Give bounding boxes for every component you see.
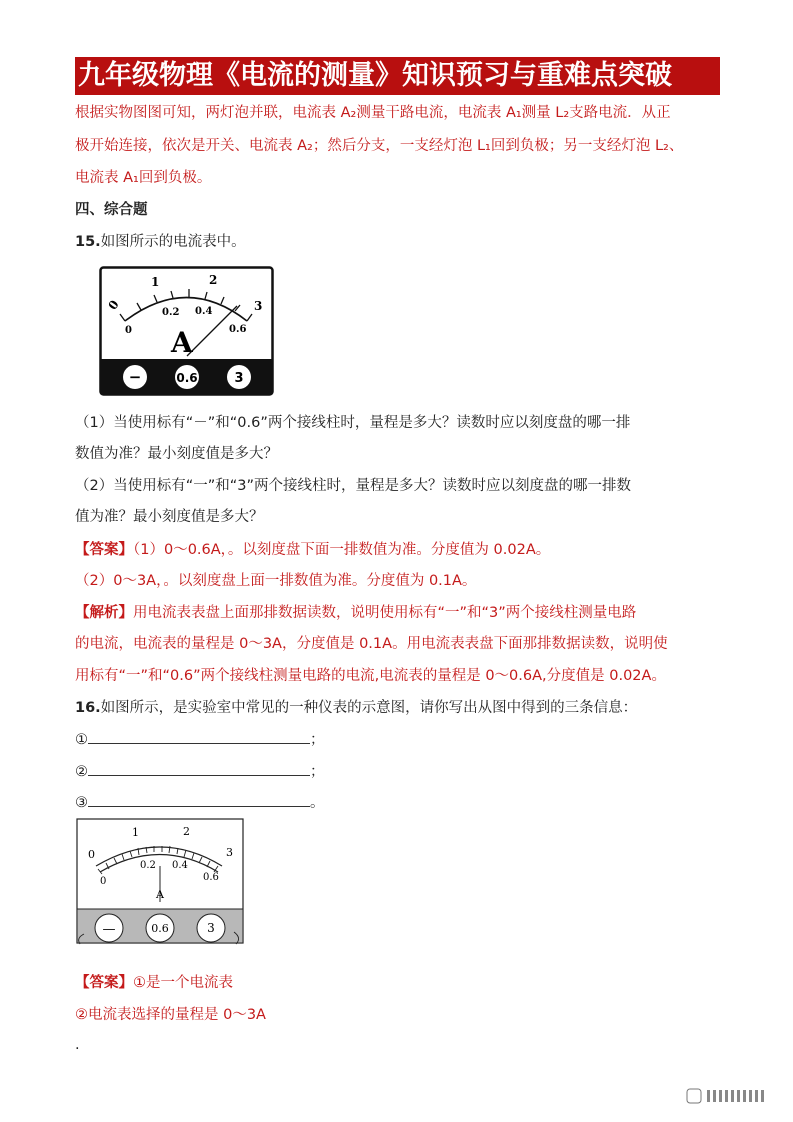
q15-stem [75, 230, 246, 251]
intro-line-1: 根据实物图图可知，两灯泡并联，电流表 A₂测量干路电流，电流表 A₁测量 L₂支路电流．从正 [75, 105, 671, 121]
blank-end-1: ； [310, 732, 325, 748]
blank-end-3: 。 [310, 795, 325, 811]
intro-line-3: 电流表 A₁回到负极。 [75, 170, 212, 186]
q16-stem-text: 如图所示，是实验室中常见的一种仪表的示意图，请你写出从图中得到的三条信息： [100, 700, 638, 716]
bottom-scale-0: 0 [100, 876, 107, 887]
trailing-dot: . [75, 1037, 80, 1053]
q15-answer-line1 [75, 538, 550, 559]
terminal-3: 3 [207, 921, 215, 935]
q16-answer-text-1: ①是一个电流表 [133, 975, 233, 991]
q16-answer-label: 【答案】 [75, 975, 133, 991]
top-scale-1: 1 [151, 275, 160, 289]
section-heading: 四、综合题 [75, 202, 148, 218]
q16-blank-1 [75, 728, 325, 749]
terminal-negative: — [102, 922, 116, 937]
analysis-label: 【解析】 [75, 605, 133, 621]
terminal-negative: − [128, 368, 142, 386]
top-scale-3: 3 [226, 846, 233, 859]
top-scale-3: 3 [254, 299, 263, 313]
top-scale-1: 1 [132, 826, 139, 839]
bottom-scale-06: 0.6 [203, 872, 219, 883]
top-scale-0: 0 [88, 848, 95, 861]
terminal-3: 3 [234, 371, 244, 386]
blank-end-2: ； [310, 764, 325, 780]
top-scale-0: 0 [105, 297, 122, 313]
bottom-scale-04: 0.4 [195, 306, 213, 317]
unit-label: A [156, 888, 164, 901]
top-scale-2: 2 [209, 273, 218, 287]
ammeter-figure-1 [99, 266, 274, 396]
intro-line-2: 极开始连接，依次是开关、电流表 A₂；然后分支，一支经灯泡 L₁回到负极；另一支经灯泡 L₂、 [75, 138, 684, 154]
bottom-scale-06: 0.6 [229, 324, 247, 335]
q15-analysis-line2: 的电流，电流表的量程是 0～3A，分度值是 0.1A。用电流表表盘下面那排数据读数，说明使 [75, 636, 668, 652]
q15-part2-line2: 值为准？最小刻度值是多大？ [75, 509, 264, 525]
q15-stem-text: 如图所示的电流表中。 [100, 234, 246, 250]
answer-text-1: （1）0～0.6A，。以刻度盘下面一排数值为准。分度值为 0.02A。 [133, 542, 551, 558]
analysis-text-1: 用电流表表盘上面那排数据读数，说明使用标有“一”和“3”两个接线柱测量电路 [133, 605, 637, 621]
q15-analysis-line1 [75, 601, 636, 622]
terminal-0-6: 0.6 [176, 371, 198, 385]
q15-part1-line2: 数值为准？最小刻度值是多大？ [75, 446, 278, 462]
q16-number: 16. [75, 700, 101, 716]
blank-mark-2: ② [75, 764, 88, 780]
bottom-scale-0: 0 [125, 325, 132, 336]
top-scale-2: 2 [183, 825, 190, 838]
q16-stem [75, 696, 637, 717]
q15-part2-line1: （2）当使用标有“一”和“3”两个接线柱时，量程是多大？读数时应以刻度盘的哪一排数 [75, 478, 631, 494]
q16-blank-2 [75, 760, 325, 781]
bottom-scale-02: 0.2 [162, 307, 180, 318]
q16-answer-line1 [75, 971, 233, 992]
answer-blank-2[interactable] [88, 761, 310, 776]
page-title-banner: 九年级物理《电流的测量》知识预习与重难点突破 [75, 57, 720, 95]
unit-label: A [171, 326, 193, 359]
q15-analysis-line3: 用标有“一”和“0.6”两个接线柱测量电路的电流,电流表的量程是 0～0.6A,分度值是 0.02A。 [75, 668, 666, 684]
terminal-0-6: 0.6 [151, 922, 169, 935]
q16-answer-line2: ②电流表选择的量程是 0～3A [75, 1007, 266, 1023]
bottom-scale-04: 0.4 [172, 860, 188, 871]
q16-blank-3 [75, 791, 325, 812]
answer-blank-3[interactable] [88, 792, 310, 807]
answer-label: 【答案】 [75, 542, 133, 558]
answer-blank-1[interactable] [88, 729, 310, 744]
watermark-icon [685, 1086, 775, 1106]
q15-answer-line2: （2）0～3A，。以刻度盘上面一排数值为准。分度值为 0.1A。 [75, 573, 477, 589]
blank-mark-3: ③ [75, 795, 88, 811]
q15-number: 15. [75, 234, 101, 250]
q15-part1-line1: （1）当使用标有“－”和“0.6”两个接线柱时，量程是多大？读数时应以刻度盘的哪一排 [75, 415, 631, 431]
ammeter-figure-2 [76, 818, 246, 952]
bottom-scale-02: 0.2 [140, 860, 156, 871]
blank-mark-1: ① [75, 732, 88, 748]
